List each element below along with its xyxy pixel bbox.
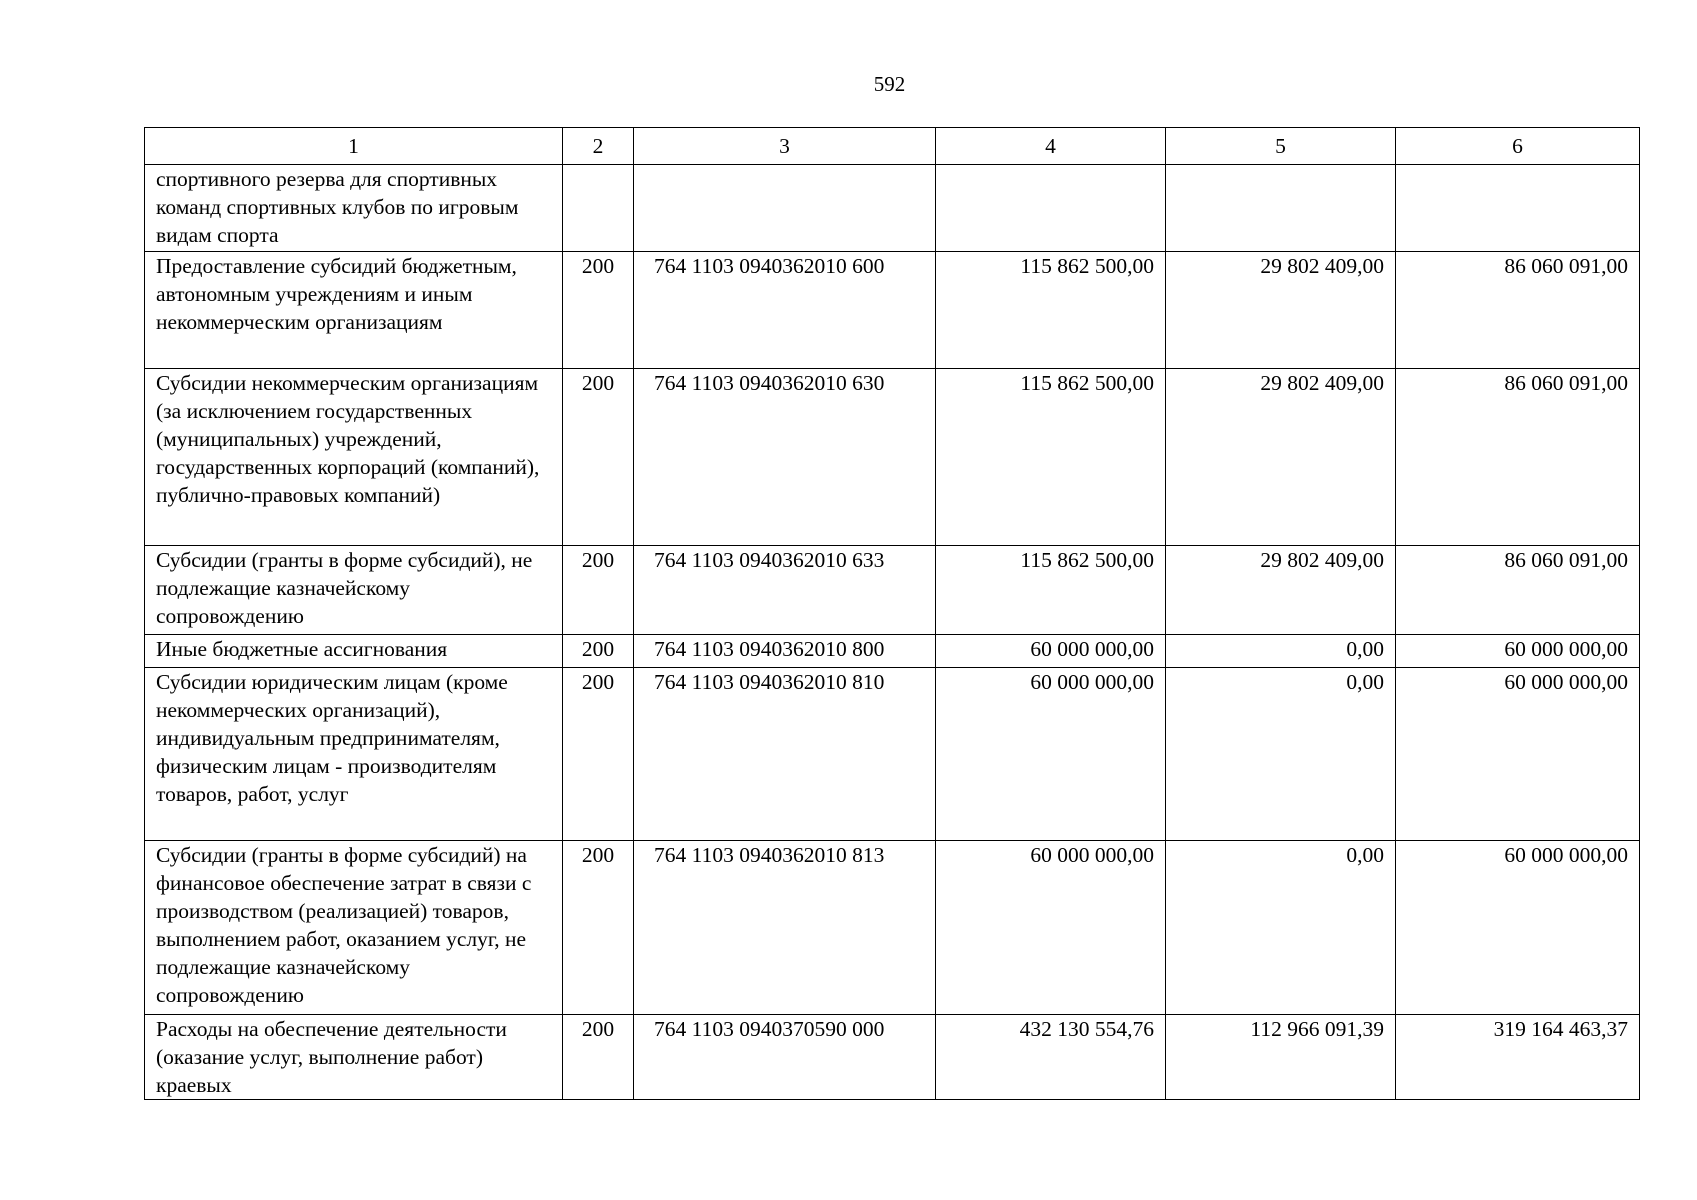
amount-executed: 29 802 409,00: [1166, 252, 1396, 369]
budget-table: [144, 127, 1640, 1100]
row-code: 200: [563, 369, 634, 546]
amount-plan: [936, 165, 1166, 252]
amount-plan: 60 000 000,00: [936, 668, 1166, 841]
amount-plan: 432 130 554,76: [936, 1015, 1166, 1100]
budget-classification-code: 764 1103 0940370590 000: [634, 1015, 936, 1100]
table-row: [145, 546, 1640, 635]
row-code: 200: [563, 546, 634, 635]
budget-classification-code: 764 1103 0940362010 630: [634, 369, 936, 546]
amount-plan: 115 862 500,00: [936, 546, 1166, 635]
amount-executed: 29 802 409,00: [1166, 546, 1396, 635]
amount-executed: 0,00: [1166, 668, 1396, 841]
amount-remaining: 86 060 091,00: [1396, 546, 1640, 635]
row-name: Субсидии юридическим лицам (кроме некоммерческих организаций), индивидуальным предпринимателям, физическим лицам - производителям товаров, работ, услуг: [145, 668, 563, 841]
row-name: Предоставление субсидий бюджетным, автономным учреждениям и иным некоммерческим организациям: [145, 252, 563, 369]
table-row: [145, 668, 1640, 841]
row-name: спортивного резерва для спортивных команд спортивных клубов по игровым видам спорта: [145, 165, 563, 252]
row-code: 200: [563, 841, 634, 1015]
row-code: 200: [563, 668, 634, 841]
row-name: Субсидии некоммерческим организациям (за исключением государственных (муниципальных) учреждений, государственных корпораций (компаний), публично-правовых компаний): [145, 369, 563, 546]
amount-plan: 115 862 500,00: [936, 252, 1166, 369]
amount-remaining: 60 000 000,00: [1396, 668, 1640, 841]
row-name: Субсидии (гранты в форме субсидий), не подлежащие казначейскому сопровождению: [145, 546, 563, 635]
page-number: 592: [873, 72, 906, 96]
table-row: [145, 1015, 1640, 1100]
amount-executed: 0,00: [1166, 635, 1396, 668]
amount-remaining: 319 164 463,37: [1396, 1015, 1640, 1100]
amount-plan: 115 862 500,00: [936, 369, 1166, 546]
row-code: 200: [563, 1015, 634, 1100]
column-header-3: 3: [634, 128, 936, 165]
row-name: Иные бюджетные ассигнования: [145, 635, 563, 668]
budget-classification-code: 764 1103 0940362010 633: [634, 546, 936, 635]
column-header-2: 2: [563, 128, 634, 165]
row-name: Расходы на обеспечение деятельности (оказание услуг, выполнение работ) краевых: [145, 1015, 563, 1100]
row-code: 200: [563, 252, 634, 369]
amount-remaining: 60 000 000,00: [1396, 841, 1640, 1015]
budget-classification-code: 764 1103 0940362010 810: [634, 668, 936, 841]
amount-plan: 60 000 000,00: [936, 635, 1166, 668]
table-row: [145, 841, 1640, 1015]
amount-executed: 0,00: [1166, 841, 1396, 1015]
column-header-1: 1: [145, 128, 563, 165]
column-header-6: 6: [1396, 128, 1640, 165]
budget-classification-code: [634, 165, 936, 252]
table-row: [145, 252, 1640, 369]
budget-classification-code: 764 1103 0940362010 600: [634, 252, 936, 369]
amount-executed: 112 966 091,39: [1166, 1015, 1396, 1100]
row-code: 200: [563, 635, 634, 668]
amount-plan: 60 000 000,00: [936, 841, 1166, 1015]
budget-classification-code: 764 1103 0940362010 813: [634, 841, 936, 1015]
amount-remaining: [1396, 165, 1640, 252]
column-header-5: 5: [1166, 128, 1396, 165]
table-row: [145, 165, 1640, 252]
amount-executed: 29 802 409,00: [1166, 369, 1396, 546]
table-row: [145, 369, 1640, 546]
table-row: [145, 635, 1640, 668]
amount-remaining: 86 060 091,00: [1396, 252, 1640, 369]
amount-remaining: 86 060 091,00: [1396, 369, 1640, 546]
amount-executed: [1166, 165, 1396, 252]
row-code: [563, 165, 634, 252]
row-name: Субсидии (гранты в форме субсидий) на финансовое обеспечение затрат в связи с производством (реализацией) товаров, выполнением работ, оказанием услуг, не подлежащие казначейскому сопровождению: [145, 841, 563, 1015]
budget-classification-code: 764 1103 0940362010 800: [634, 635, 936, 668]
column-header-4: 4: [936, 128, 1166, 165]
amount-remaining: 60 000 000,00: [1396, 635, 1640, 668]
table-header-row: [145, 128, 1640, 165]
